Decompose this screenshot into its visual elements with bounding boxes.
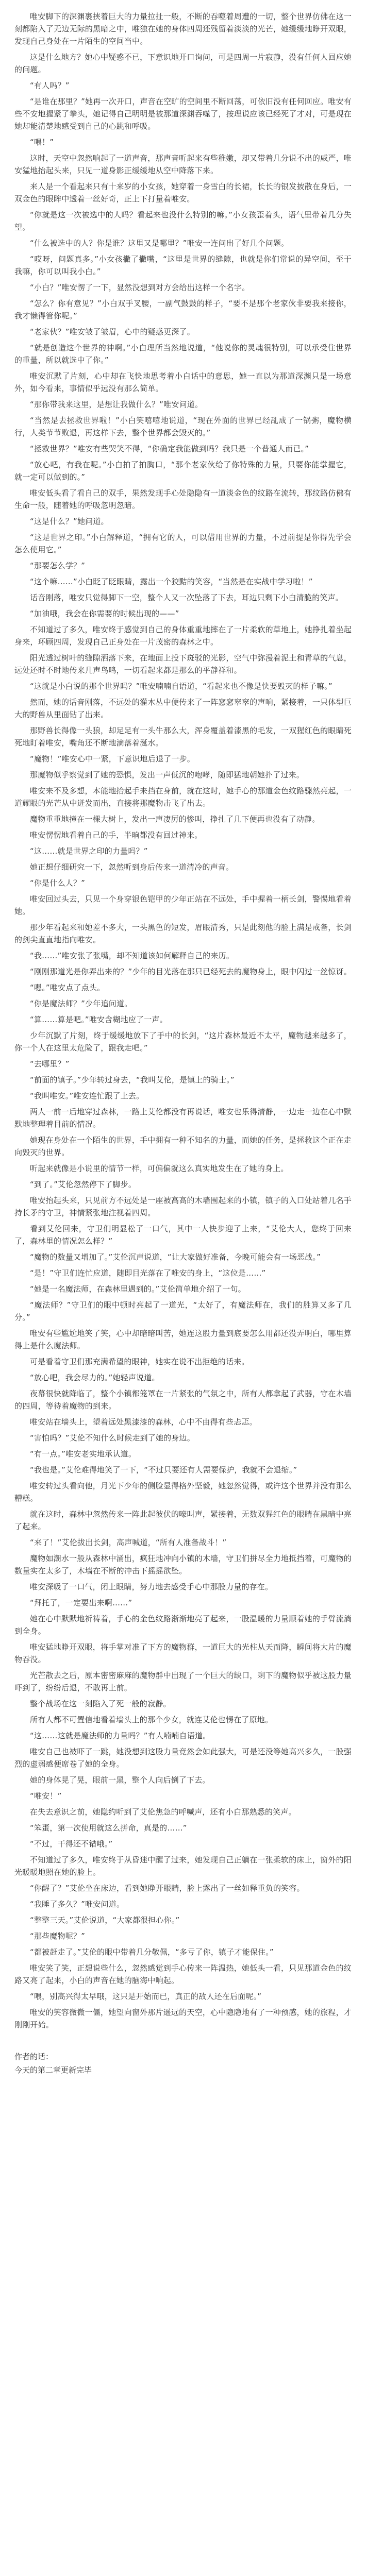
paragraph: “那要怎么学？” bbox=[30, 561, 86, 570]
paragraph: 少年沉默了片刻，终于缓缓地放下了手中的长剑，“这片森林最近不太平，魔物越来越多了，你一个人在这里太危险了，跟我走吧。” bbox=[14, 1031, 352, 1053]
chapter-body bbox=[14, 10, 352, 2031]
paragraph: 唯安猛地睁开双眼，将手掌对准了下方的魔物群，一道巨大的光柱从天而降，瞬间将大片的魔物吞没。 bbox=[14, 1642, 352, 1664]
paragraph: “是谁在那里？”她再一次开口，声音在空旷的空间里不断回荡，可依旧没有任何回应。唯安有些不安地握紧了拳头，她记得自己明明是被那道深渊吞噬了，按理说应该已经死了才对，可是现在她却能清楚地感受到自己的心跳和呼吸。 bbox=[14, 97, 352, 131]
paragraph: 唯安愣愣地看着自己的手，半晌都没有回过神来。 bbox=[30, 831, 203, 840]
paragraph: 唯安笑了笑，正想说些什么，忽然感觉到手心传来一阵温热，她低头一看，只见那道金色的纹路又亮了起来，小白的声音在她的脑海中响起。 bbox=[14, 1963, 352, 1985]
paragraph: 唯安深吸了一口气，闭上眼睛，努力地去感受手心中那股力量的存在。 bbox=[30, 1582, 273, 1591]
paragraph: “放心吧，有我在呢。”小白拍了拍胸口，“那个老家伙给了你特殊的力量，只要你能掌握它，就一定可以做到的。” bbox=[14, 460, 352, 482]
author-notes bbox=[14, 2050, 352, 2077]
paragraph: “这是世界之印。”小白解释道，“拥有它的人，可以借用世界的力量，不过前提是你得先学会怎么使用它。” bbox=[14, 533, 352, 554]
paragraph: “魔法师？”守卫们的眼中顿时亮起了一道光，“太好了，有魔法师在，我们的胜算又多了几分。” bbox=[14, 1300, 352, 1322]
paragraph: “前面的镇子。”少年转过身去，“我叫艾伦，是镇上的骑士。” bbox=[30, 1075, 235, 1084]
paragraph: 整个战场在这一刻陷入了死一般的寂静。 bbox=[30, 1699, 171, 1708]
paragraph: 然而，她的话音刚落，不远处的灌木丛中便传来了一阵窸窸窣窣的声响，紧接着，一只体型巨大的野兽从里面钻了出来。 bbox=[14, 698, 352, 719]
spacer bbox=[14, 2035, 352, 2044]
paragraph: “老家伙？”唯安皱了皱眉，心中的疑惑更深了。 bbox=[30, 327, 195, 336]
paragraph: “是！”守卫们连忙应道，随即目光落在了唯安的身上，“这位是……” bbox=[30, 1268, 266, 1278]
paragraph: “你是什么人？” bbox=[30, 878, 86, 888]
paragraph: 唯安沉默了片刻，心中却在飞快地思考着小白话中的意思，她一直以为那道深渊只是一场意外，如今看来，事情似乎远没有那么简单。 bbox=[14, 371, 352, 393]
paragraph: 看到艾伦回来，守卫们明显松了一口气，其中一人快步迎了上来，“艾伦大人，您终于回来了，森林里的情况怎么样？” bbox=[14, 1224, 352, 1246]
paragraph: “什么被选中的人？你是谁？这里又是哪里？”唯安一连问出了好几个问题。 bbox=[30, 239, 289, 248]
paragraph: “魔物！”唯安心中一紧，下意识地后退了一步。 bbox=[30, 754, 195, 764]
paragraph: “到了。”艾伦忽然停下了脚步。 bbox=[30, 1180, 137, 1189]
paragraph: 这是什么地方？她心中疑惑不已，下意识地开口询问，可是四周一片寂静，没有任何人回应她的问题。 bbox=[14, 53, 352, 74]
paragraph: 听起来就像是小说里的情节一样，可偏偏就这么真实地发生在了她的身上。 bbox=[30, 1164, 289, 1173]
paragraph: “那你带我来这里，是想让我做什么？”唯安问道。 bbox=[30, 400, 203, 409]
paragraph: “我叫唯安。”唯安连忙跟了上去。 bbox=[30, 1091, 144, 1100]
paragraph: “放心吧，我会尽力的。”她轻声说道。 bbox=[30, 1373, 160, 1382]
paragraph: “我……”唯安张了张嘴，却不知道该如何解释自己的来历。 bbox=[30, 951, 234, 960]
paragraph: 话音刚落，唯安只觉得脚下一空，整个人又一次坠落了下去，耳边只剩下小白清脆的笑声。 bbox=[30, 593, 344, 602]
paragraph: “不过，干得还不错哦。” bbox=[30, 1839, 113, 1849]
paragraph: 不知道过了多久，唯安终于感觉到自己的身体重重地摔在了一片柔软的草地上，她挣扎着坐起身来，环顾四周，发现自己正身处在一片茂密的森林之中。 bbox=[14, 625, 352, 647]
paragraph: “去哪里？” bbox=[30, 1059, 70, 1069]
paragraph: 来人是一个看起来只有十来岁的小女孩，她穿着一身雪白的长裙，长长的银发披散在身后，一双金色的眼眸中透着一丝好奇，正上下打量着唯安。 bbox=[14, 182, 352, 204]
paragraph: “这是什么？”她问道。 bbox=[30, 517, 109, 526]
paragraph: 唯安低头看了看自己的双手，果然发现手心处隐隐有一道淡金色的纹路在流转，那纹路仿佛有生命一般，随着她的呼吸忽明忽暗。 bbox=[14, 488, 352, 510]
paragraph: 所有人都不可置信地看着墙头上的那个少女，就连艾伦也愣在了原地。 bbox=[30, 1715, 273, 1724]
paragraph: “喂，别高兴得太早哦，这只是开始而已，真正的敌人还在后面呢。” bbox=[30, 1992, 262, 2001]
paragraph: 唯安转过头看向他，月光下少年的侧脸显得格外坚毅，她忽然觉得，或许这个世界并没有那么糟糕。 bbox=[14, 1481, 352, 1503]
paragraph: 唯安回过头去，只见一个身穿银色铠甲的少年正站在不远处，手中握着一柄长剑，警惕地看着她。 bbox=[14, 894, 352, 916]
paragraph: 唯安抬起头来，只见前方不远处是一座被高高的木墙围起来的小镇，镇子的入口处站着几名手持长矛的守卫，神情紧张地注视着四周。 bbox=[14, 1196, 352, 1217]
paragraph: “小白？”唯安愣了一下，显然没想到对方会给出这样一个名字。 bbox=[30, 283, 250, 292]
paragraph: 那少年看起来和她差不多大，一头黑色的短发，眉眼清秀，只是此刻他的脸上满是戒备，长剑的剑尖直直地指向唯安。 bbox=[14, 923, 352, 944]
paragraph: “算……算是吧。”唯安含糊地应了一声。 bbox=[30, 1015, 168, 1024]
paragraph: 两人一前一后地穿过森林，一路上艾伦都没有再说话，唯安也乐得清静，一边走一边在心中默默地整理着目前的情况。 bbox=[14, 1107, 352, 1129]
paragraph: 唯安有些尴尬地笑了笑，心中却暗暗叫苦，她连这股力量到底要怎么用都还没弄明白，哪里算得上是什么魔法师。 bbox=[14, 1329, 352, 1350]
paragraph: 魔物如潮水一般从森林中涌出，疯狂地冲向小镇的木墙，守卫们拼尽全力地抵挡着，可魔物的数量实在太多了，木墙在不断的冲击下摇摇欲坠。 bbox=[14, 1554, 352, 1575]
paragraph: “这就是小白说的那个世界吗？”唯安喃喃自语道，“看起来也不像是快要毁灭的样子嘛。” bbox=[30, 682, 332, 691]
paragraph: “就是创造这个世界的神啊。”小白理所当然地说道，“他说你的灵魂很特别，可以承受住世界的重量，所以就选中了你。” bbox=[14, 343, 352, 365]
paragraph: “害怕吗？”艾伦不知什么时候走到了她的身边。 bbox=[30, 1433, 195, 1443]
paragraph: “喂！” bbox=[30, 138, 54, 147]
paragraph: “你醒了？”艾伦坐在床边，看到她睁开眼睛，脸上露出了一丝如释重负的笑容。 bbox=[30, 1884, 305, 1893]
paragraph: “当然是去拯救世界啦！”小白笑嘻嘻地说道，“现在外面的世界已经乱成了一锅粥，魔物横行，人类节节败退，再这样下去，整个世界都会毁灭的。” bbox=[14, 416, 352, 437]
paragraph: “这……就是世界之印的力量吗？” bbox=[30, 846, 148, 856]
paragraph: “刚刚那道光是你弄出来的？”少年的目光落在那只已经死去的魔物身上，眼中闪过一丝惊讶。 bbox=[30, 967, 352, 976]
paragraph: “哎呀，问题真多。”小女孩撇了撇嘴，“这里是世界的缝隙，也就是你们常说的异空间，至于我嘛，你可以叫我小白。” bbox=[14, 255, 352, 276]
paragraph: 唯安脚下的深渊裹挟着巨大的力量拉扯一般，不断的吞噬着周遭的一切，整个世界仿佛在这一刻都陷入了无边无际的黑暗之中，唯独在她的身体四周还残留着淡淡的光芒，她缓缓地睁开双眼，发现自己身处在一片陌生的空间当中。 bbox=[14, 12, 352, 46]
paragraph: “有人吗？” bbox=[30, 81, 70, 90]
paragraph: 唯安站在墙头上，望着远处黑漆漆的森林，心中不由得有些忐忑。 bbox=[30, 1417, 257, 1427]
paragraph: 不知道过了多久，唯安终于从昏迷中醒了过来，她发现自己正躺在一张柔软的床上，窗外的阳光暖暖地照在她的脸上。 bbox=[14, 1855, 352, 1877]
paragraph: “我睡了多久？”唯安问道。 bbox=[30, 1900, 125, 1909]
paragraph: “魔物的数量又增加了。”艾伦沉声说道，“让大家做好准备，今晚可能会有一场恶战。” bbox=[30, 1252, 321, 1262]
paragraph: 她现在身处在一个陌生的世界，手中拥有一种不知名的力量，而她的任务，是拯救这个正在走向毁灭的世界。 bbox=[14, 1136, 352, 1157]
paragraph: 阳光透过树叶的缝隙洒落下来，在地面上投下斑驳的光影，空气中弥漫着泥土和青草的气息，远处还时不时地传来几声鸟鸣，一切看起来都是那么的平静祥和。 bbox=[14, 653, 352, 675]
paragraph: “她是一名魔法师，在森林里遇到的。”艾伦简单地介绍了一句。 bbox=[30, 1284, 246, 1294]
paragraph: 那魔物似乎察觉到了她的恐惧，发出一声低沉的咆哮，随即猛地朝她扑了过来。 bbox=[30, 770, 305, 779]
paragraph: “这……这就是魔法师的力量吗？”有人喃喃自语道。 bbox=[30, 1731, 211, 1740]
paragraph: 这时，天空中忽然响起了一道声音，那声音听起来有些稚嫩，却又带着几分说不出的威严，唯安猛地抬起头来，只见一道身影正缓缓地从空中降落下来。 bbox=[14, 154, 352, 175]
paragraph: 在失去意识之前，她隐约听到了艾伦焦急的呼喊声，还有小白那熟悉的笑声。 bbox=[30, 1807, 296, 1817]
paragraph: “有一点。”唯安老实地承认道。 bbox=[30, 1449, 137, 1459]
paragraph: “来了！”艾伦拔出长剑，高声喊道，“所有人准备战斗！” bbox=[30, 1538, 227, 1547]
paragraph: 就在这时，森林中忽然传来一阵此起彼伏的嚎叫声，紧接着，无数双猩红色的眼睛在黑暗中亮了起来。 bbox=[14, 1510, 352, 1531]
paragraph: 唯安的笑容微微一僵，她望向窗外那片遥远的天空，心中隐隐地有了一种预感，她的旅程，才刚刚开始。 bbox=[14, 2008, 352, 2029]
paragraph: “你是魔法师？”少年追问道。 bbox=[30, 999, 132, 1008]
paragraph: “都被赶走了。”艾伦的眼中带着几分敬佩，“多亏了你，镇子才能保住。” bbox=[30, 1947, 274, 1957]
paragraph: “整整三天。”艾伦说道，“大家都很担心你。” bbox=[30, 1916, 180, 1925]
paragraph: “拜托了，一定要出来啊……” bbox=[30, 1598, 132, 1607]
author-notes-label: 作者的话： bbox=[14, 2052, 54, 2061]
paragraph: “这个嘛……”小白眨了眨眼睛，露出一个狡黠的笑容，“当然是在实战中学习啦！” bbox=[30, 577, 313, 586]
paragraph: “你就是这一次被选中的人吗？看起来也没什么特别的嘛。”小女孩歪着头，语气里带着几分失望。 bbox=[14, 210, 352, 232]
paragraph: “笨蛋，第一次使用就这么拼命，真是的……” bbox=[30, 1823, 187, 1833]
paragraph: “怎么？你有意见？”小白双手叉腰，一副气鼓鼓的样子，“要不是那个老家伙非要我来接你，我才懒得管你呢。” bbox=[14, 299, 352, 320]
paragraph: 她的身体晃了晃，眼前一黑，整个人向后倒了下去。 bbox=[30, 1775, 210, 1785]
paragraph: “嗯。”唯安点了点头。 bbox=[30, 983, 105, 992]
paragraph: 那野兽长得像一头狼，却足足有一头牛那么大，浑身覆盖着漆黑的毛发，一双猩红色的眼睛死死地盯着唯安，嘴角还不断地滴落着涎水。 bbox=[14, 726, 352, 748]
paragraph: 夜幕很快就降临了，整个小镇都笼罩在一片紧张的气氛之中，所有人都拿起了武器，守在木墙的四周，等待着魔物的到来。 bbox=[14, 1389, 352, 1411]
paragraph: “加油哦，我会在你需要的时候出现的——” bbox=[30, 609, 179, 618]
paragraph: 唯安自己也被吓了一跳，她没想到这股力量竟然会如此强大，可是还没等她高兴多久，一股强烈的虚弱感便席卷了她的全身。 bbox=[14, 1747, 352, 1769]
paragraph: “拯救世界？”唯安有些哭笑不得，“你确定我能做到吗？我只是一个普通人而已。” bbox=[30, 444, 309, 453]
paragraph: 魔物重重地撞在一棵大树上，发出一声凄厉的惨叫，挣扎了几下便再也没有了动静。 bbox=[30, 815, 320, 824]
paragraph: 可是看着守卫们那充满希望的眼神，她实在说不出拒绝的话来。 bbox=[30, 1357, 249, 1366]
author-notes-text: 今天的第二章更新完毕 bbox=[14, 2065, 92, 2075]
paragraph: 唯安来不及多想，本能地抬起手来挡在身前，就在这时，她手心的那道金色纹路骤然亮起，一道耀眼的光芒从中迸发而出，直接将那魔物击飞了出去。 bbox=[14, 786, 352, 808]
paragraph: 她在心中默默地祈祷着，手心的金色纹路渐渐地亮了起来，一股温暖的力量顺着她的手臂流淌到全身。 bbox=[14, 1614, 352, 1636]
paragraph: “唯安！” bbox=[30, 1791, 62, 1801]
paragraph: “那些魔物呢？” bbox=[30, 1931, 86, 1941]
paragraph: “我也是。”艾伦难得地笑了一下，“不过只要还有人需要保护，我就不会退缩。” bbox=[30, 1465, 297, 1475]
paragraph: 她正想仔细研究一下，忽然听到身后传来一道清冷的声音。 bbox=[30, 862, 234, 872]
paragraph: 光芒散去之后，原本密密麻麻的魔物群中出现了一个巨大的缺口，剩下的魔物似乎被这股力量吓到了，纷纷后退，不敢再上前。 bbox=[14, 1671, 352, 1692]
